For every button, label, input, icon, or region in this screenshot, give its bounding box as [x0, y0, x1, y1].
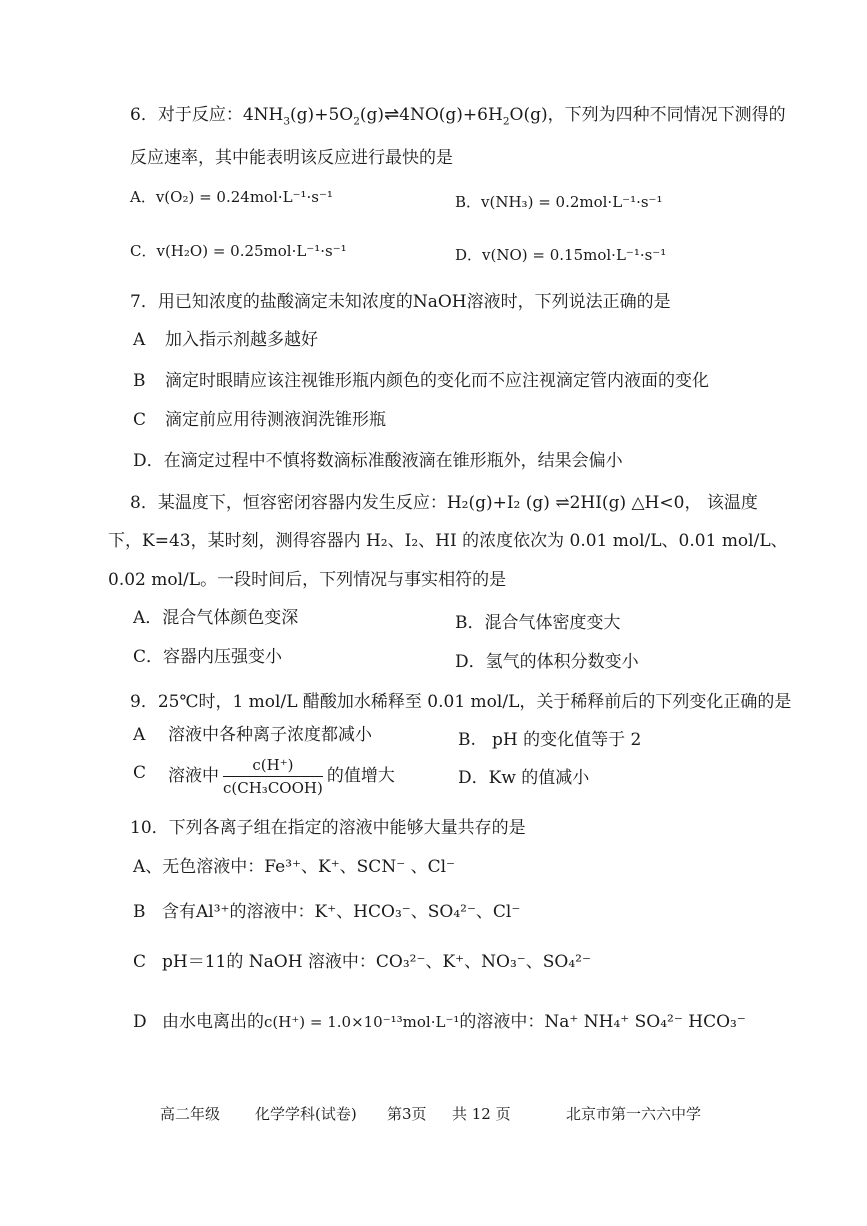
q6-option-a: A．v(O₂) = 0.24mol·L⁻¹·s⁻¹: [130, 188, 333, 206]
q10-option-a: A、无色溶液中：Fe³⁺、K⁺、SCN⁻ 、Cl⁻: [133, 857, 455, 877]
q6-option-c: C．v(H₂O) = 0.25mol·L⁻¹·s⁻¹: [130, 242, 347, 260]
q6-stem-b: (g)+5O: [290, 105, 354, 125]
q10-option-d: [162, 1012, 746, 1032]
q6-stem-a: 6．对于反应：4NH: [130, 105, 284, 125]
q7-option-b-letter: B: [133, 371, 146, 391]
q8-stem-line2: 下，K=43，某时刻，测得容器内 H₂、I₂、HI 的浓度依次为 0.01 mol/L、0.01 mol/L、: [108, 531, 788, 551]
q9-option-a: 溶液中各种离子浓度都减小: [168, 725, 372, 745]
q10-option-b: 含有Al³⁺的溶液中：K⁺、HCO₃⁻、SO₄²⁻、Cl⁻: [162, 902, 521, 922]
q10-option-d-prefix: 由水电离出的: [162, 1012, 264, 1032]
q8-option-d: D．氢气的体积分数变小: [455, 652, 639, 672]
q9-option-d: D．Kw 的值减小: [458, 768, 590, 788]
q9-option-a-letter: A: [133, 725, 146, 745]
q6-option-b: B．v(NH₃) = 0.2mol·L⁻¹·s⁻¹: [455, 193, 663, 211]
q10-option-c: pH＝11的 NaOH 溶液中：CO₃²⁻、K⁺、NO₃⁻、SO₄²⁻: [162, 952, 591, 972]
q7-stem: 7．用已知浓度的盐酸滴定未知浓度的NaOH溶液时，下列说法正确的是: [130, 292, 671, 312]
q7-option-c: 滴定前应用待测液润洗锥形瓶: [165, 410, 386, 430]
concentration-fraction: [223, 756, 323, 797]
q7-option-c-letter: C: [133, 410, 147, 430]
q6-stem-line2: 反应速率，其中能表明该反应进行最快的是: [130, 148, 453, 168]
equilibrium-arrow: ⇌: [384, 104, 400, 125]
footer-subject: 化学学科(试卷): [255, 1105, 357, 1123]
footer-page: 第3页: [387, 1105, 427, 1123]
q9-stem: 9．25℃时，1 mol/L 醋酸加水稀释至 0.01 mol/L，关于稀释前后的下列变化正确的是: [130, 692, 792, 712]
q10-option-d-concentration: c(H⁺) = 1.0×10⁻¹³mol·L⁻¹: [264, 1013, 460, 1031]
q6-stem-e: O(g)，下列为四种不同情况下测得的: [509, 105, 786, 125]
q7-option-a: 加入指示剂越多越好: [165, 330, 318, 350]
q7-option-d: D．在滴定过程中不慎将数滴标准酸液滴在锥形瓶外，结果会偏小: [133, 451, 623, 471]
footer-grade: 高二年级: [160, 1105, 221, 1123]
footer-school: 北京市第一六六中学: [566, 1105, 702, 1123]
q10-option-c-letter: C: [133, 952, 147, 972]
q8-stem-line1: 8．某温度下，恒容密闭容器内发生反应：H₂(g)+I₂ (g) ⇌2HI(g) △H<0， 该温度: [130, 493, 758, 513]
q9-option-b-letter: B.: [458, 730, 476, 750]
q10-option-b-letter: B: [133, 902, 146, 922]
q9-option-c-suffix: 的值增大: [326, 766, 395, 786]
q9-option-c-prefix: 溶液中: [168, 766, 219, 786]
fraction-numerator: c(H⁺): [223, 756, 323, 777]
q8-stem-line3: 0.02 mol/L。一段时间后，下列情况与事实相符的是: [108, 570, 507, 590]
q8-option-b: B．混合气体密度变大: [455, 613, 621, 633]
q7-option-b: 滴定时眼睛应该注视锥形瓶内颜色的变化而不应注视滴定管内液面的变化: [165, 371, 709, 391]
q10-option-d-suffix: 的溶液中：Na⁺ NH₄⁺ SO₄²⁻ HCO₃⁻: [459, 1012, 746, 1032]
q10-option-d-letter: D: [133, 1012, 147, 1032]
q6-stem-line1: 6．对于反应：$4NH_3(g)+5O_2(g)\rightleftharpoons 4NO(g)+6H_2O(g)$，下列为四种不同情况下测得的: [130, 104, 786, 128]
q10-stem: 10．下列各离子组在指定的溶液中能够大量共存的是: [130, 818, 526, 838]
footer-total-pages: 共 12 页: [452, 1105, 511, 1123]
q7-option-a-letter: A: [133, 330, 146, 350]
q9-option-b: pH 的变化值等于 2: [492, 730, 642, 750]
q9-option-c: [168, 756, 395, 797]
q9-option-c-letter: C: [133, 763, 147, 783]
q8-option-c: C．容器内压强变小: [133, 647, 283, 667]
q6-stem-d: 4NO(g)+6H: [399, 105, 503, 125]
fraction-denominator: c(CH₃COOH): [223, 779, 323, 797]
q6-stem-c: (g): [359, 105, 385, 125]
q8-option-a: A．混合气体颜色变深: [133, 608, 299, 628]
q6-option-d: D．v(NO) = 0.15mol·L⁻¹·s⁻¹: [455, 246, 667, 264]
